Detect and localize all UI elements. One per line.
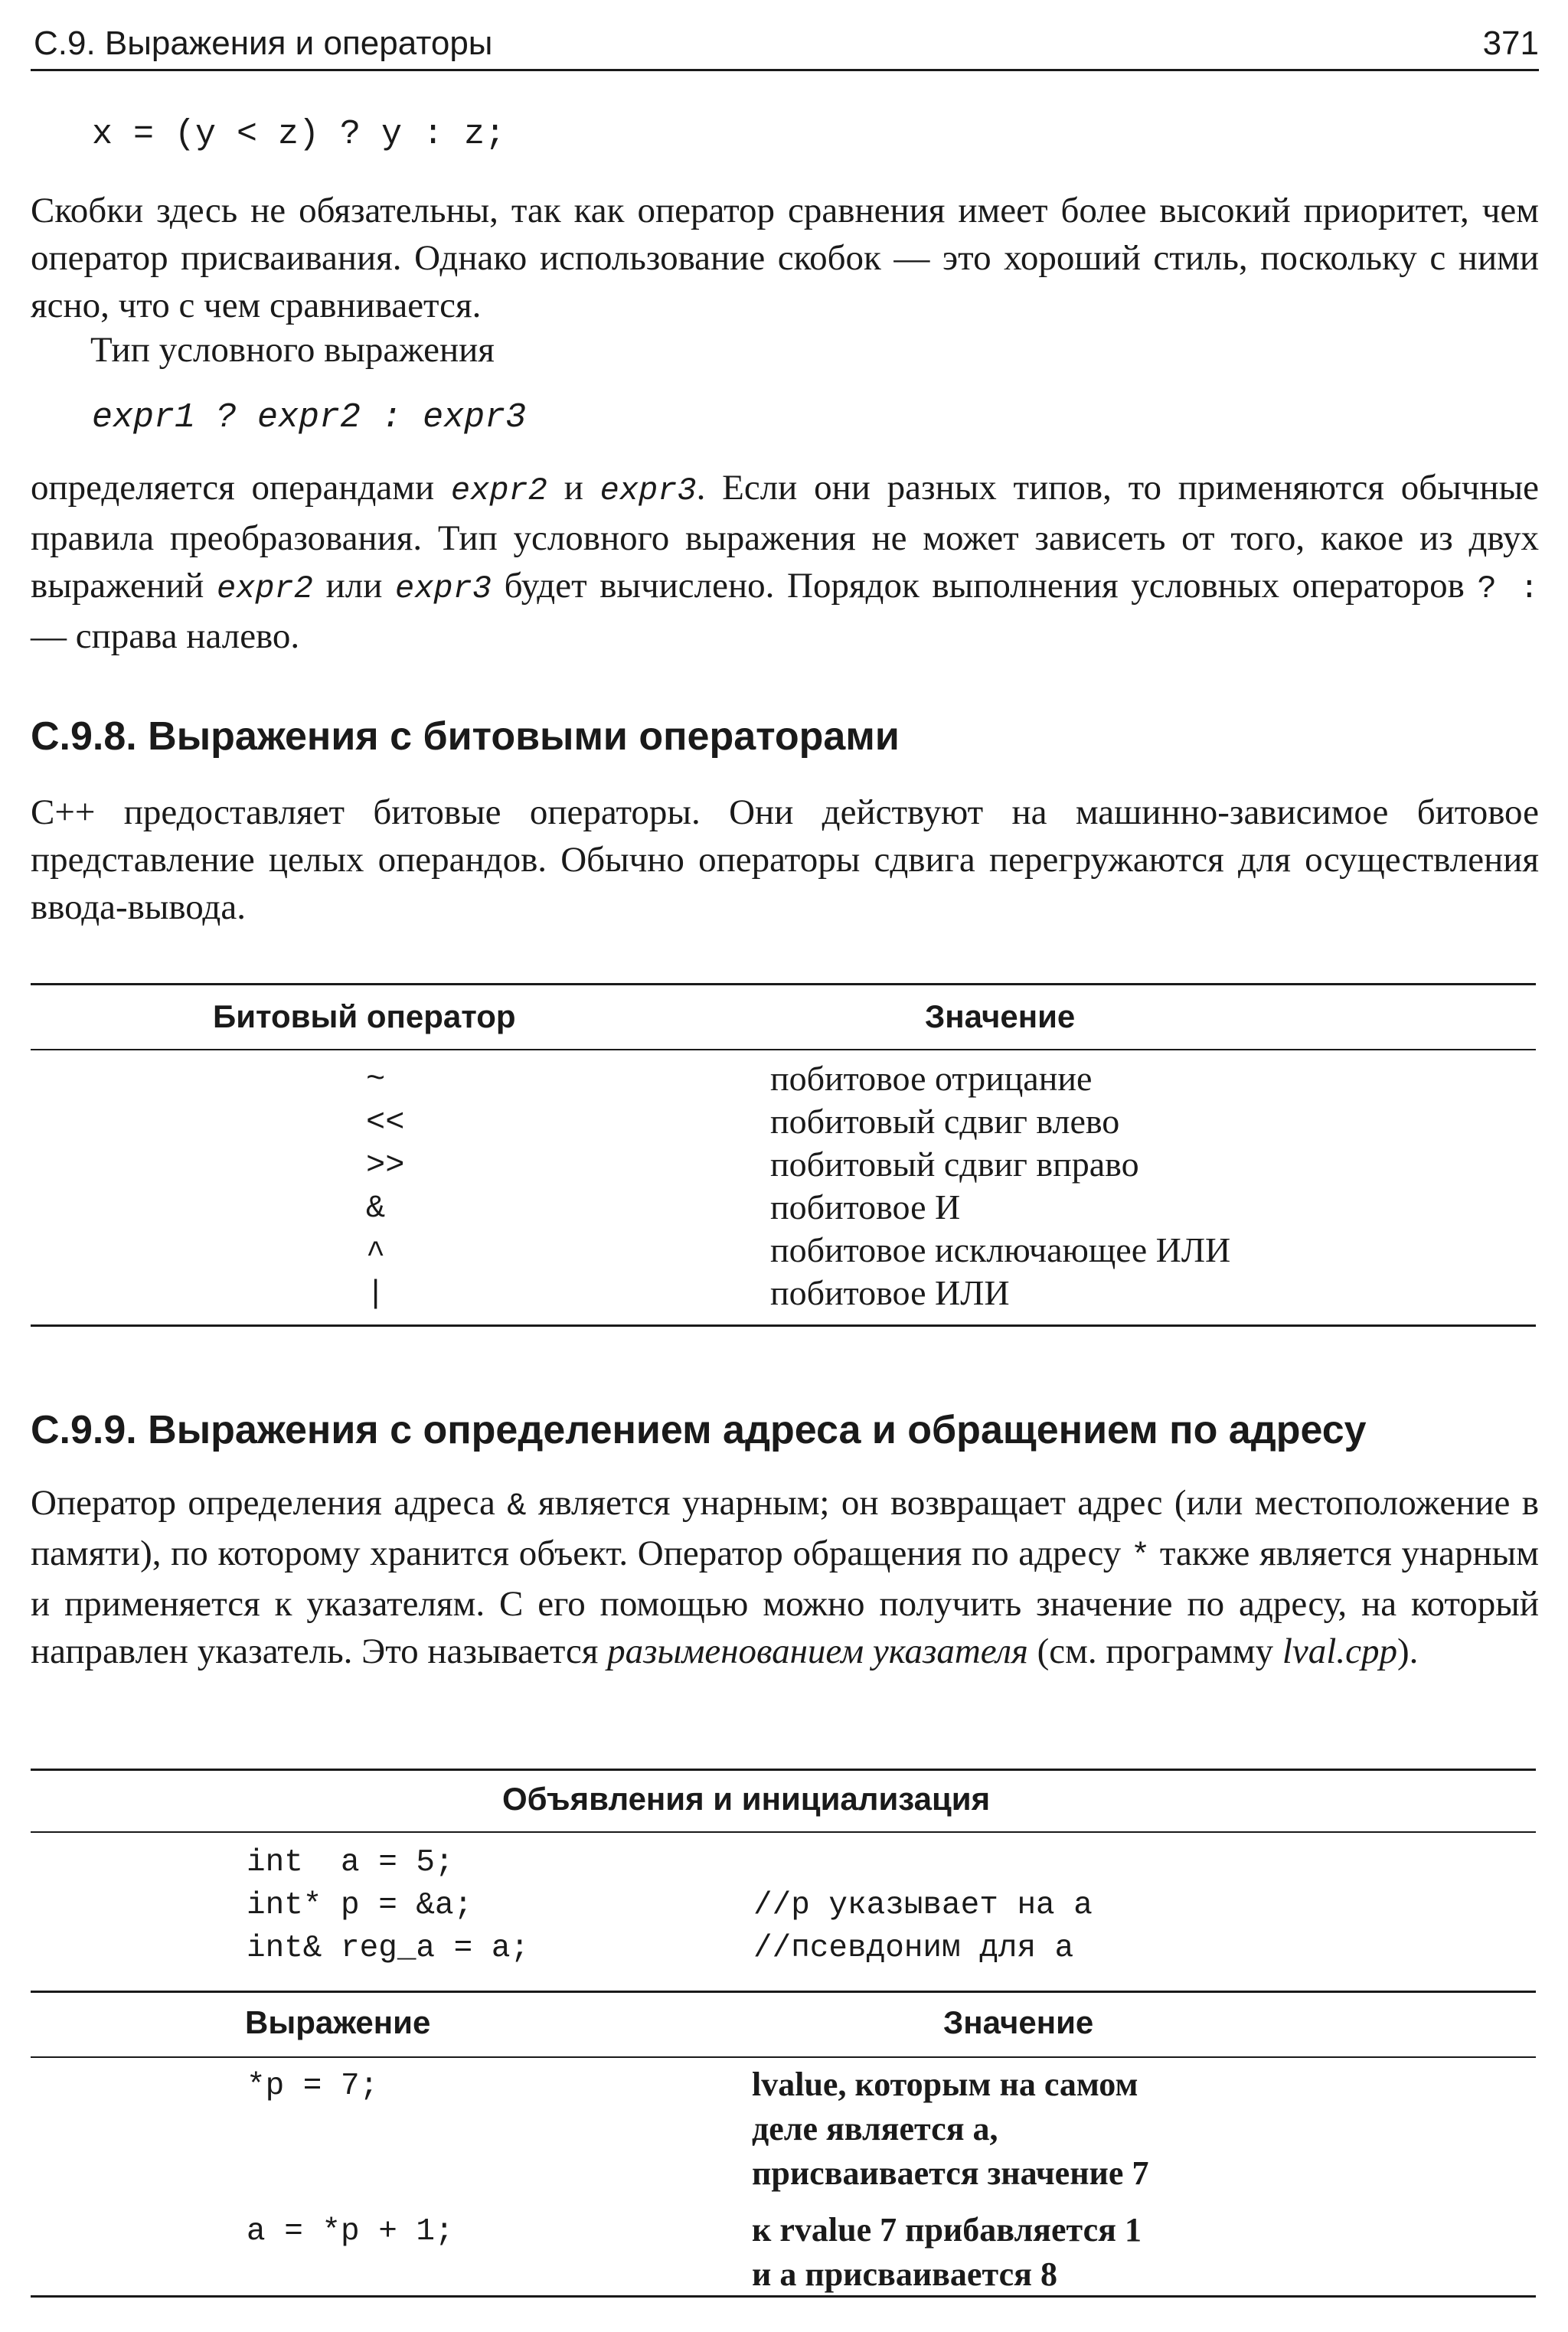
- table-cell-operator: <<: [366, 1104, 405, 1141]
- expr-meaning: lvalue, которым на самом деле является a, присваивается значение 7: [752, 2066, 1149, 2192]
- table-cell-meaning: побитовое И: [770, 1187, 961, 1226]
- code-expr-template: expr1 ? expr2 : expr3: [92, 398, 527, 437]
- paragraph-address-operators: [31, 1479, 1539, 1675]
- text-segment: и: [547, 468, 600, 508]
- text-segment: определяется операндами: [31, 468, 451, 508]
- paragraph-bitwise: C++ предоставляет битовые операторы. Они действуют на машинно-зависимое битовое представление целых операндов. Обычно операторы сдвига перегружаются для осуществления ввода-вывода.: [31, 792, 1539, 927]
- chapter-title: С.9. Выражения и операторы: [34, 24, 493, 62]
- code-ternary-example: x = (y < z) ? y : z;: [92, 115, 506, 154]
- decl-table-top-rule: [31, 1769, 1536, 1771]
- table-bottom-rule: [31, 1324, 1536, 1327]
- table-cell-operator: ^: [366, 1236, 386, 1272]
- expr-meaning: к rvalue 7 прибавляется 1 и a присваивается 8: [752, 2211, 1142, 2293]
- table-cell-meaning: побитовое исключающее ИЛИ: [770, 1230, 1231, 1269]
- text-segment: или: [312, 566, 395, 606]
- column-header-expression: Выражение: [245, 2004, 431, 2040]
- expr-table-bottom-rule: [31, 2295, 1536, 2298]
- column-header-meaning: Значение: [943, 2004, 1094, 2040]
- table-cell-operator: |: [366, 1275, 386, 1312]
- inline-code: *: [1130, 1538, 1151, 1575]
- expr-code: *p = 7;: [247, 2069, 379, 2104]
- text-segment: . Если они разных типов, то применяются обычные правила преобразования. Тип условного выражения не может зависеть от того, какое из двух выражений: [31, 468, 1540, 606]
- text-segment: Оператор определения адреса: [31, 1483, 508, 1523]
- text-segment: будет вычислено. Порядок выполнения условных операторов: [492, 566, 1478, 606]
- table-cell-meaning: побитовый сдвиг влево: [770, 1102, 1120, 1141]
- column-header-meaning: Значение: [925, 998, 1076, 1034]
- decl-table-header: Объявления и инициализация: [502, 1781, 991, 1817]
- table-cell-meaning: побитовый сдвиг вправо: [770, 1145, 1139, 1184]
- decl-comment: //p указывает на a: [753, 1888, 1093, 1923]
- text-segment: является унарным; он возвращает адрес (или местоположение в памяти), по которому хранится объект. Оператор обращения по адресу: [31, 1483, 1539, 1573]
- paragraph-operand-types: [31, 464, 1539, 660]
- text-segment: ).: [1396, 1631, 1419, 1671]
- expr-code: a = *p + 1;: [247, 2214, 454, 2249]
- decl-code-line: int a = 5;: [247, 1845, 454, 1880]
- decl-code-line: int* p = &a;: [247, 1888, 473, 1923]
- column-header-operator: Битовый оператор: [213, 998, 516, 1034]
- table-cell-operator: ~: [366, 1061, 386, 1098]
- table-cell-meaning: побитовое ИЛИ: [770, 1273, 1010, 1312]
- text-segment: — справа налево.: [31, 616, 300, 656]
- decl-comment: //псевдоним для a: [753, 1931, 1074, 1966]
- inline-code: expr2: [450, 472, 547, 509]
- text-segment: (см. программу: [1027, 1631, 1282, 1671]
- program-filename: lval.cpp: [1282, 1631, 1397, 1671]
- expr-table-top-rule: [31, 1991, 1536, 1993]
- inline-code: expr2: [216, 570, 313, 607]
- decl-code-line: int& reg_a = a;: [247, 1931, 530, 1966]
- italic-term: разыменованием указателя: [607, 1631, 1028, 1671]
- inline-code: ? :: [1477, 570, 1540, 607]
- paragraph-conditional-type: Тип условного выражения: [90, 330, 495, 370]
- inline-code: &: [507, 1488, 527, 1524]
- table-top-rule: [31, 983, 1536, 985]
- table-header-rule: [31, 1049, 1536, 1050]
- decl-table-header-rule: [31, 1831, 1536, 1833]
- section-heading-9-9: С.9.9. Выражения с определением адреса и обращением по адресу: [31, 1408, 1367, 1452]
- table-cell-meaning: побитовое отрицание: [770, 1059, 1093, 1098]
- table-cell-operator: &: [366, 1190, 386, 1226]
- running-head: [31, 21, 1539, 71]
- expr-table-header-rule: [31, 2056, 1536, 2058]
- text-segment: также является унарным и применяется к указателям. С его помощью можно получить значение по адресу, на который направлен указатель. Это называется: [31, 1533, 1539, 1671]
- table-cell-operator: >>: [366, 1147, 405, 1184]
- page-number: 371: [1482, 24, 1539, 62]
- paragraph-parentheses: Скобки здесь не обязательны, так как оператор сравнения имеет более высокий приоритет, чем оператор присваивания. Однако использование скобок — это хороший стиль, поскольку с ними ясно, что с чем сравнивается.: [31, 191, 1539, 325]
- section-heading-9-8: С.9.8. Выражения с битовыми операторами: [31, 714, 900, 759]
- inline-code: expr3: [599, 472, 697, 509]
- inline-code: expr3: [394, 570, 492, 607]
